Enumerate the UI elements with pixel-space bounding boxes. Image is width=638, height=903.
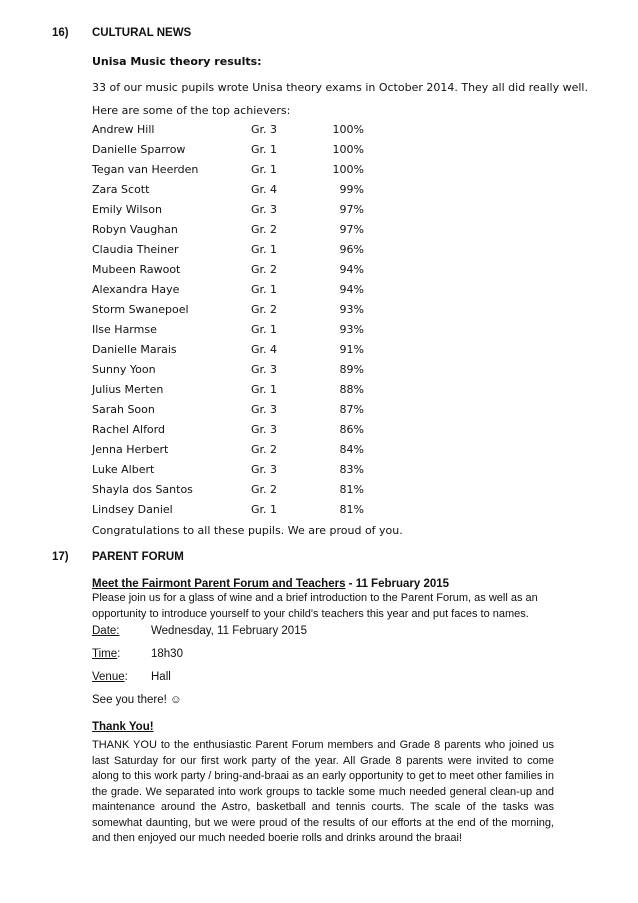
achiever-percent: 93% (339, 303, 364, 316)
music-closing: Congratulations to all these pupils. We are proud of you. (92, 524, 403, 537)
achiever-percent: 87% (339, 403, 364, 416)
achiever-percent: 88% (339, 383, 364, 396)
achiever-percent: 100% (332, 163, 364, 176)
achiever-grade: Gr. 1 (251, 283, 278, 296)
achiever-grade: Gr. 4 (251, 343, 278, 356)
achiever-name: Shayla dos Santos (92, 483, 193, 496)
achiever-name: Danielle Sparrow (92, 143, 186, 156)
achiever-name: Luke Albert (92, 463, 155, 476)
achiever-percent: 91% (339, 343, 364, 356)
venue-label: Venue (92, 671, 125, 683)
time-label: Time (92, 648, 118, 660)
achiever-name: Tegan van Heerden (92, 163, 199, 176)
achiever-grade: Gr. 3 (251, 123, 278, 136)
music-lead: Here are some of the top achievers: (92, 104, 291, 117)
achiever-grade: Gr. 4 (251, 183, 278, 196)
achiever-name: Sarah Soon (92, 403, 155, 416)
achiever-percent: 84% (339, 443, 364, 456)
time-colon: : (117, 648, 121, 660)
music-intro: 33 of our music pupils wrote Unisa theory exams in October 2014. They all did really well. (92, 81, 588, 94)
venue-label-line (92, 671, 128, 683)
time-value: 18h30 (151, 648, 183, 660)
section-16-number: 16) (52, 27, 69, 39)
achiever-percent: 86% (339, 423, 364, 436)
achiever-percent: 97% (339, 223, 364, 236)
achiever-name: Andrew Hill (92, 123, 155, 136)
music-subtitle: Unisa Music theory results: (92, 55, 262, 68)
achiever-grade: Gr. 3 (251, 403, 278, 416)
venue-colon: : (124, 671, 128, 683)
achiever-percent: 97% (339, 203, 364, 216)
achiever-name: Robyn Vaughan (92, 223, 178, 236)
date-label: Date: (92, 625, 120, 637)
achiever-percent: 99% (339, 183, 364, 196)
venue-value: Hall (151, 671, 171, 683)
time-label-line (92, 648, 120, 660)
section-17-number: 17) (52, 551, 69, 563)
achiever-grade: Gr. 3 (251, 203, 278, 216)
date-value: Wednesday, 11 February 2015 (151, 625, 307, 637)
forum-heading-date: - 11 February 2015 (345, 578, 450, 590)
see-you-text: See you there! ☺ (92, 694, 182, 706)
section-17-title: PARENT FORUM (92, 551, 184, 563)
forum-heading-line (92, 574, 449, 592)
achiever-name: Lindsey Daniel (92, 503, 173, 516)
achiever-name: Jenna Herbert (92, 443, 169, 456)
achiever-percent: 100% (332, 123, 364, 136)
achiever-percent: 96% (339, 243, 364, 256)
achiever-grade: Gr. 3 (251, 423, 278, 436)
achiever-name: Mubeen Rawoot (92, 263, 181, 276)
achiever-name: Sunny Yoon (92, 363, 156, 376)
achiever-grade: Gr. 1 (251, 163, 278, 176)
achiever-percent: 94% (339, 283, 364, 296)
achiever-grade: Gr. 2 (251, 483, 278, 496)
thanks-body: THANK YOU to the enthusiastic Parent Forum members and Grade 8 parents who joined us last Saturday for our first work party of the year. All Grade 8 parents were invited to come along to this work party / bring-and-braai as an early opportunity to get to meet other families in the grade. We separated into work groups to tackle some much needed general clean-up and maintenance around the Astro, basketball and tennis courts. The scale of the tasks was somewhat daunting, but we were proud of the results of our efforts at the end of the morning, and then enjoyed our much needed boerie rolls and drinks around the braai! (92, 739, 554, 844)
achiever-percent: 93% (339, 323, 364, 336)
achiever-percent: 100% (332, 143, 364, 156)
achiever-grade: Gr. 1 (251, 143, 278, 156)
achiever-name: Ilse Harmse (92, 323, 157, 336)
achiever-name: Zara Scott (92, 183, 150, 196)
achiever-percent: 81% (339, 503, 364, 516)
achiever-name: Storm Swanepoel (92, 303, 189, 316)
achiever-name: Danielle Marais (92, 343, 177, 356)
achiever-percent: 81% (339, 483, 364, 496)
achiever-name: Emily Wilson (92, 203, 162, 216)
achiever-grade: Gr. 1 (251, 503, 278, 516)
forum-heading: Meet the Fairmont Parent Forum and Teachers (92, 578, 346, 590)
achiever-name: Claudia Theiner (92, 243, 179, 256)
achiever-percent: 89% (339, 363, 364, 376)
achiever-grade: Gr. 1 (251, 243, 278, 256)
achiever-grade: Gr. 2 (251, 263, 278, 276)
achiever-name: Julius Merten (92, 383, 164, 396)
achiever-percent: 94% (339, 263, 364, 276)
achiever-grade: Gr. 1 (251, 383, 278, 396)
achiever-grade: Gr. 2 (251, 443, 278, 456)
achiever-grade: Gr. 1 (251, 323, 278, 336)
achiever-grade: Gr. 3 (251, 463, 278, 476)
achiever-name: Rachel Alford (92, 423, 165, 436)
achiever-percent: 83% (339, 463, 364, 476)
achiever-grade: Gr. 3 (251, 363, 278, 376)
achiever-grade: Gr. 2 (251, 303, 278, 316)
achiever-grade: Gr. 2 (251, 223, 278, 236)
achiever-name: Alexandra Haye (92, 283, 180, 296)
section-16-title: CULTURAL NEWS (92, 27, 192, 39)
forum-invite: Please join us for a glass of wine and a brief introduction to the Parent Forum, as well as an opportunity to introduce yourself to your child's teachers this year and put faces to names. (92, 592, 538, 620)
thanks-heading: Thank You! (92, 721, 154, 733)
